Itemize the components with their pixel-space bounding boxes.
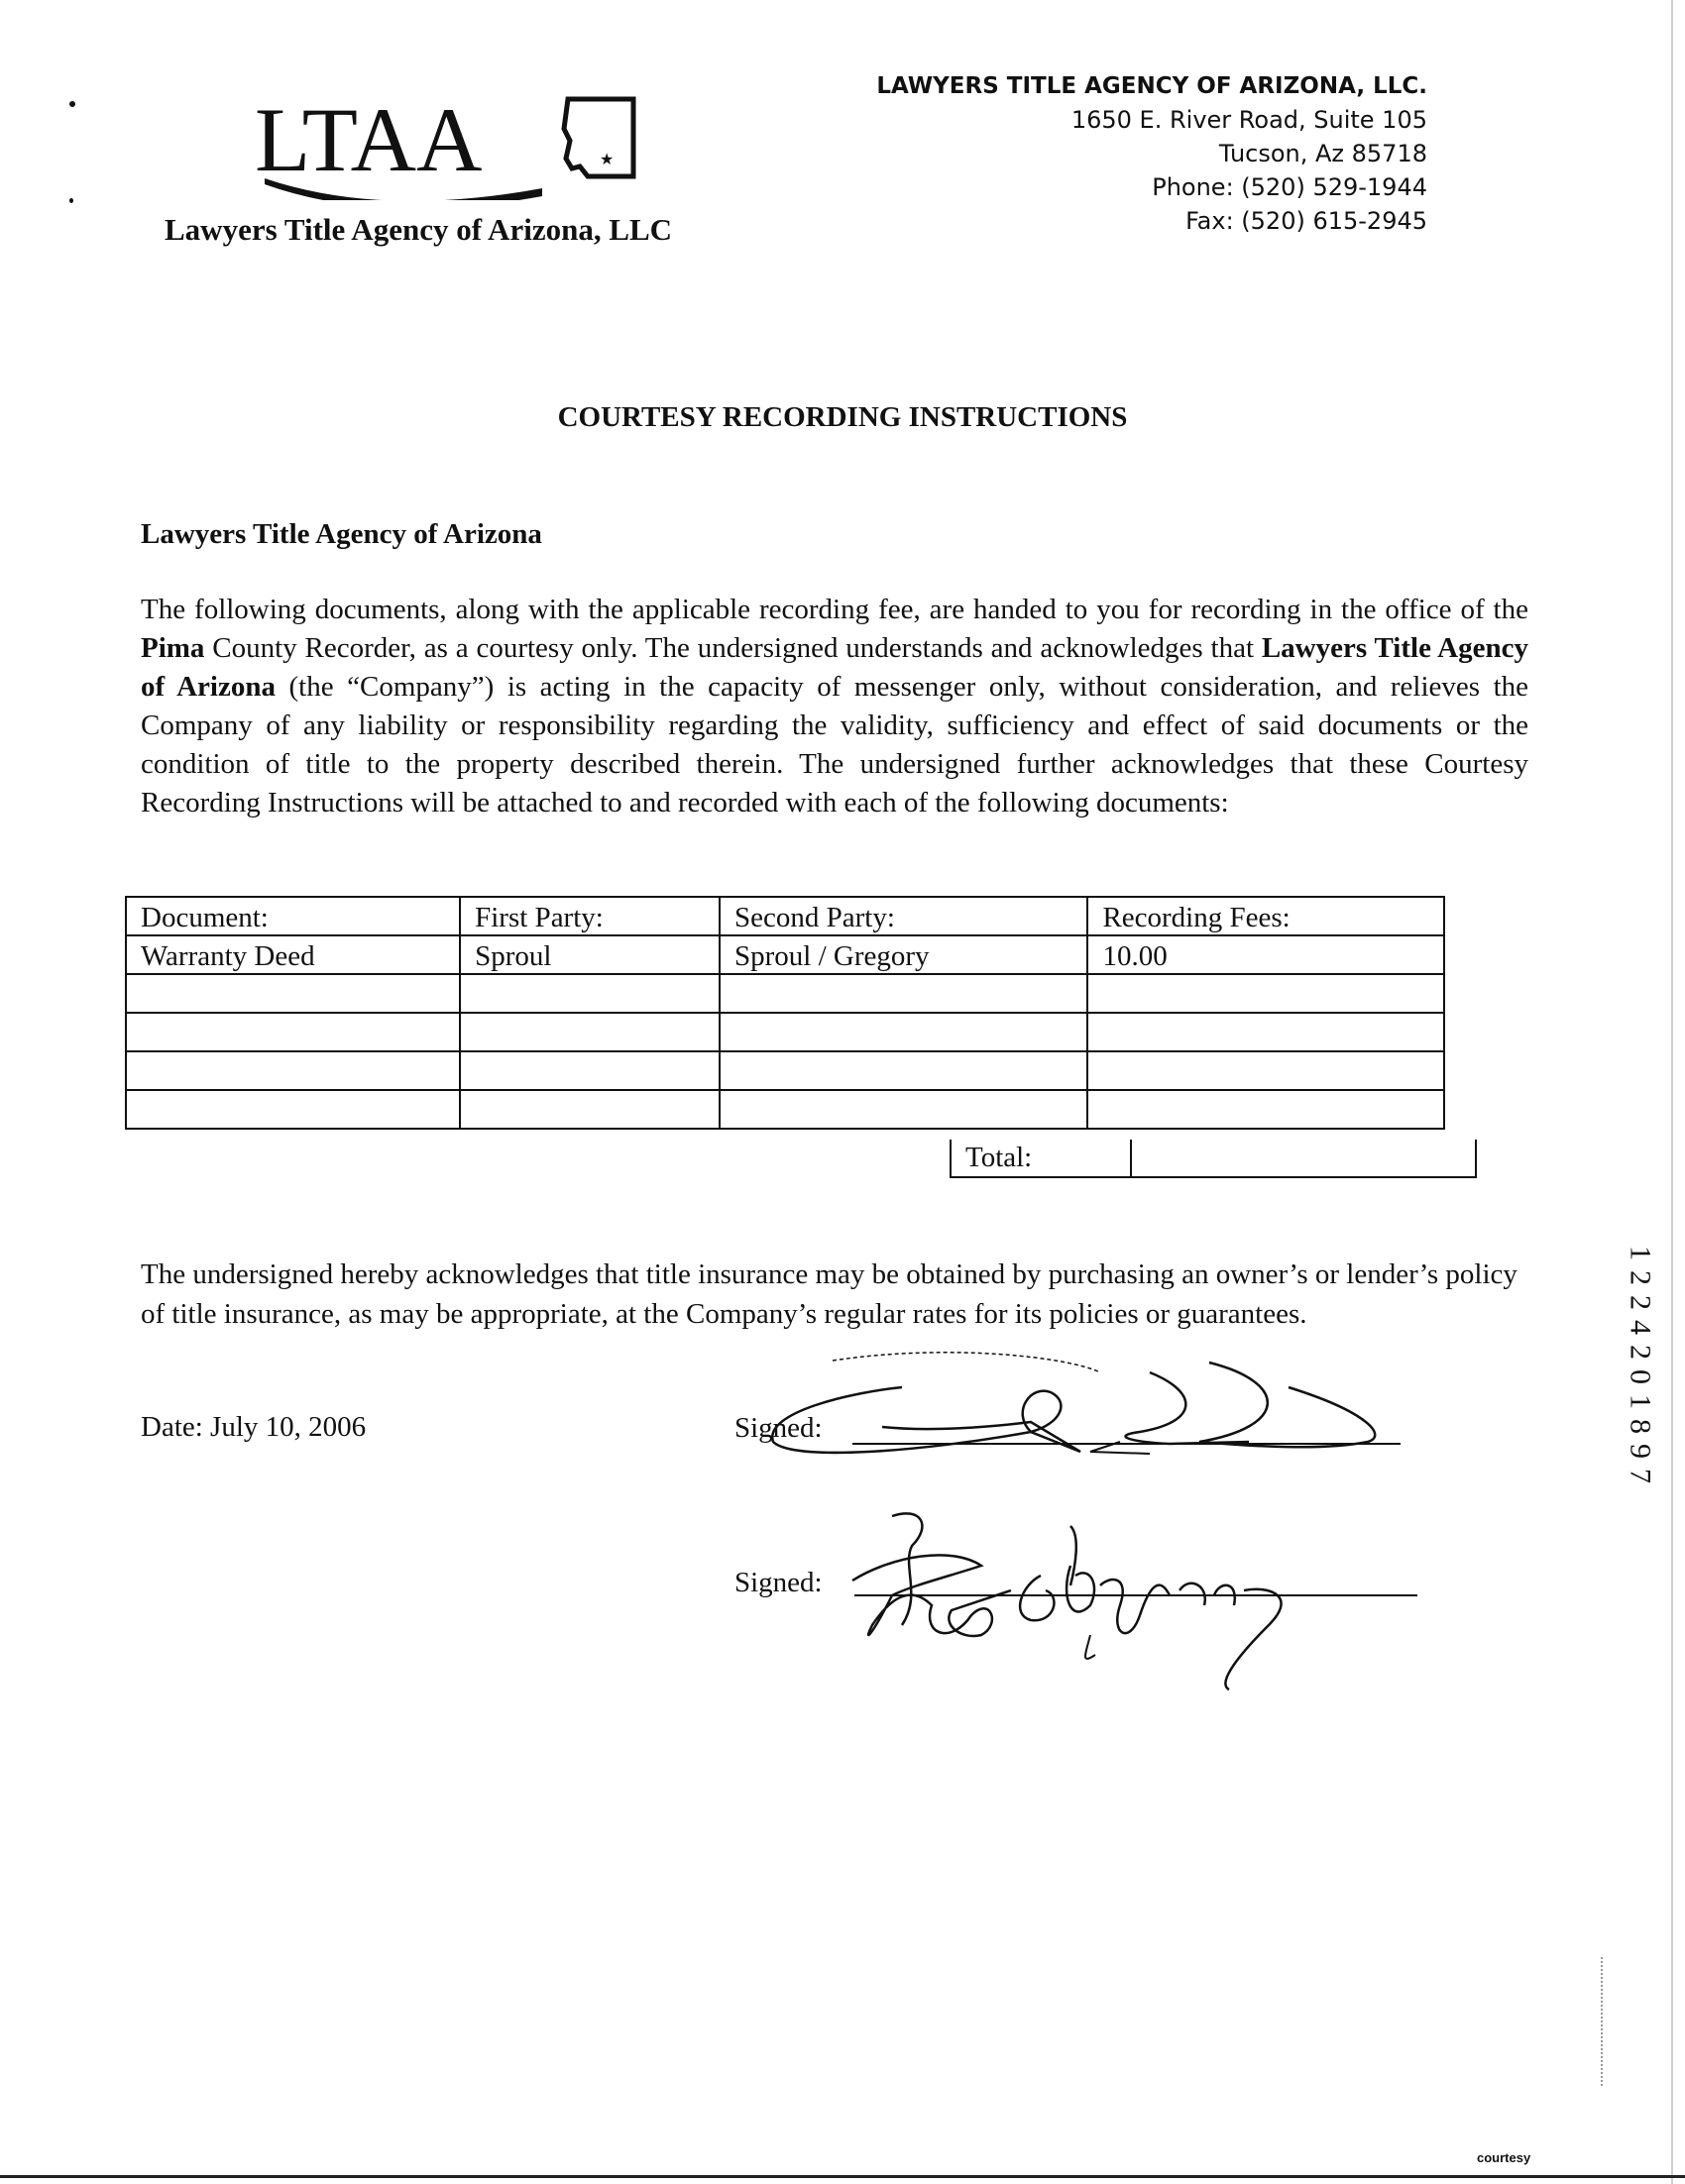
document-title: COURTESY RECORDING INSTRUCTIONS: [557, 401, 1128, 433]
total-label: Total:: [952, 1140, 1132, 1176]
star-icon: ★: [600, 150, 615, 168]
table-row: [126, 1090, 1444, 1129]
county-name: Pima: [141, 632, 205, 664]
recording-number-digit: 2: [1624, 1295, 1657, 1310]
agency-name: LAWYERS TITLE AGENCY OF ARIZONA, LLC.: [876, 73, 1427, 99]
punch-mark: [69, 101, 75, 107]
punch-mark: [69, 198, 73, 203]
address-line-2: Tucson, Az 85718: [1218, 140, 1427, 167]
recording-number-digit: 2: [1624, 1345, 1657, 1360]
fax: Fax: (520) 615-2945: [1185, 207, 1427, 235]
header-second-party: Second Party:: [720, 897, 1087, 935]
cell-second-party: Sproul / Gregory: [720, 935, 1087, 974]
address-line-1: 1650 E. River Road, Suite 105: [1070, 106, 1427, 134]
cell-second-party: [720, 1051, 1087, 1090]
company-logo: [253, 81, 649, 200]
paragraph-text: (the “Company”) is acting in the capacity of messenger only, without consideration, and relieves the Company of any liability or responsibility regarding the validity, sufficiency and effect of said documents or the condition of title to the property described therein. The undersigned further acknowledges that these Courtesy Recording Instructions will be attached to and recorded with each of the following documents:: [141, 671, 1528, 819]
table-row: [126, 935, 1444, 974]
cell-second-party: [720, 974, 1087, 1013]
page-bottom-rule: [0, 2175, 1685, 2178]
cell-document: [126, 1013, 460, 1051]
cell-document: [126, 1051, 460, 1090]
recording-number-digit: 1: [1624, 1394, 1657, 1409]
cell-recording-fees: 10.00: [1087, 935, 1444, 974]
cell-first-party: [460, 974, 720, 1013]
recording-number-digit: 2: [1624, 1270, 1657, 1285]
cell-recording-fees: [1087, 1090, 1444, 1129]
instructions-paragraph: [141, 591, 1528, 822]
cell-first-party: [460, 1013, 720, 1051]
company-name: Lawyers Title Agency of Arizona: [141, 632, 1529, 703]
salutation: Lawyers Title Agency of Arizona: [141, 518, 542, 550]
date: Date: July 10, 2006: [141, 1411, 367, 1443]
agency-address: [876, 69, 1427, 238]
cell-first-party: [460, 1090, 720, 1129]
cell-recording-fees: [1087, 974, 1444, 1013]
logo-tagline: Lawyers Title Agency of Arizona, LLC: [165, 212, 673, 247]
signed-label-1: Signed:: [734, 1412, 823, 1444]
recording-number-digit: 9: [1624, 1444, 1657, 1459]
table-row: [126, 1013, 1444, 1051]
recording-number-digit: 1: [1624, 1246, 1657, 1260]
table-row: [126, 974, 1444, 1013]
cell-document: Warranty Deed: [126, 935, 460, 974]
recording-number-digit: 7: [1624, 1469, 1657, 1483]
total-row: [950, 1140, 1477, 1178]
recording-number-digit: 0: [1624, 1369, 1657, 1384]
footer-tag: courtesy: [1477, 2150, 1531, 2165]
table-row: [126, 1051, 1444, 1090]
header-document: Document:: [126, 897, 460, 935]
paragraph-text: The following documents, along with the applicable recording fee, are handed to you for recording in the office of the: [141, 594, 1528, 625]
cell-first-party: Sproul: [460, 935, 720, 974]
signed-label-2: Signed:: [734, 1567, 823, 1598]
signature-2: [833, 1496, 1328, 1694]
cell-document: [126, 974, 460, 1013]
margin-mark: [1601, 1957, 1605, 2086]
title-insurance-paragraph: The undersigned hereby acknowledges that title insurance may be obtained by purchasing an owner’s or lender’s policy of title insurance, as may be appropriate, at the Company’s regular rates for its policies or guarantees.: [141, 1258, 1517, 1330]
signature-1: [733, 1333, 1417, 1462]
total-value: [1132, 1140, 1475, 1176]
documents-table: [125, 896, 1445, 1130]
cell-recording-fees: [1087, 1013, 1444, 1051]
recording-number-digit: 4: [1624, 1320, 1657, 1335]
paragraph-text: County Recorder, as a courtesy only. The undersigned understands and acknowledges that: [204, 632, 1262, 664]
recording-number-digit: 8: [1624, 1419, 1657, 1434]
cell-recording-fees: [1087, 1051, 1444, 1090]
cell-second-party: [720, 1090, 1087, 1129]
header-recording-fees: Recording Fees:: [1087, 897, 1444, 935]
cell-first-party: [460, 1051, 720, 1090]
recording-number: [1626, 1241, 1655, 1488]
cell-second-party: [720, 1013, 1087, 1051]
page-edge: [1671, 0, 1673, 2184]
logo-text: LTAA: [255, 89, 483, 190]
header-first-party: First Party:: [460, 897, 720, 935]
cell-document: [126, 1090, 460, 1129]
phone: Phone: (520) 529-1944: [1152, 173, 1427, 201]
table-header-row: [126, 897, 1444, 935]
